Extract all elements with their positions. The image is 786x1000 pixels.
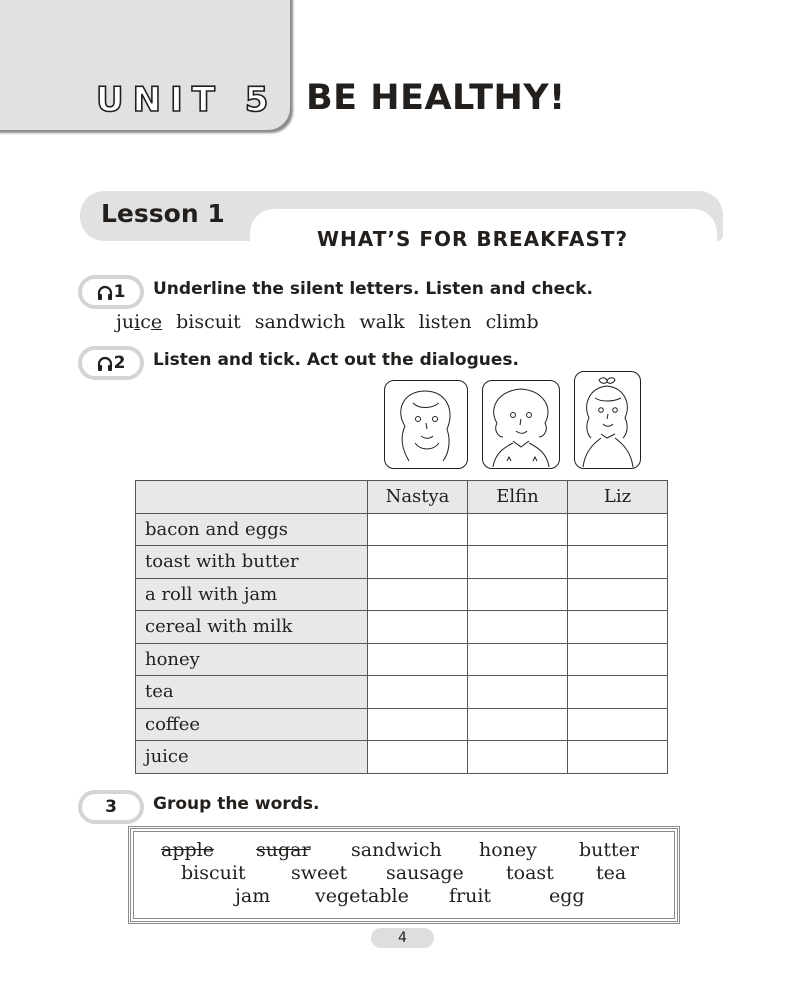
exercise-1-badge — [78, 275, 144, 309]
word-part: biscuit — [176, 311, 241, 333]
exercise-2-badge — [78, 346, 144, 380]
word-item: sausage — [386, 862, 464, 884]
word-box-row — [131, 885, 677, 907]
tick-cell-liz[interactable] — [568, 513, 668, 546]
breakfast-tick-table — [135, 480, 668, 774]
food-label: tea — [136, 676, 368, 709]
table-row — [136, 578, 668, 611]
exercise-3-badge — [78, 790, 144, 824]
tick-cell-elfin[interactable] — [468, 611, 568, 644]
girl-long-wavy-hair-portrait — [385, 381, 467, 468]
word-item[interactable] — [419, 311, 472, 333]
tick-cell-nastya[interactable] — [368, 578, 468, 611]
word-box — [128, 826, 680, 924]
table-header-liz: Liz — [568, 481, 668, 514]
tick-cell-nastya[interactable] — [368, 513, 468, 546]
girl-curly-hair-portrait — [483, 381, 559, 468]
food-label: juice — [136, 741, 368, 774]
tick-cell-liz[interactable] — [568, 741, 668, 774]
word-item: fruit — [449, 885, 492, 907]
unit-label: UNIT 5 — [96, 80, 278, 120]
table-row — [136, 708, 668, 741]
tick-cell-nastya[interactable] — [368, 741, 468, 774]
word-part: sandwich — [254, 311, 346, 333]
word-part: listen — [418, 311, 472, 333]
word-item: biscuit — [181, 862, 246, 884]
lesson-title: WHAT’S FOR BREAKFAST? — [317, 227, 629, 251]
tick-cell-nastya[interactable] — [368, 676, 468, 709]
word-item: vegetable — [315, 885, 409, 907]
tick-cell-liz[interactable] — [568, 578, 668, 611]
food-label: toast with butter — [136, 546, 368, 579]
underlined-letter: i — [134, 311, 141, 333]
table-row — [136, 643, 668, 676]
food-label: coffee — [136, 708, 368, 741]
word-part: c — [140, 311, 151, 333]
tick-cell-liz[interactable] — [568, 611, 668, 644]
tick-cell-nastya[interactable] — [368, 643, 468, 676]
tick-cell-nastya[interactable] — [368, 546, 468, 579]
tick-cell-liz[interactable] — [568, 676, 668, 709]
table-row — [136, 513, 668, 546]
tick-cell-elfin[interactable] — [468, 741, 568, 774]
word-box-row — [131, 839, 677, 861]
tick-cell-liz[interactable] — [568, 708, 668, 741]
word-item: jam — [235, 885, 271, 907]
word-item: sweet — [291, 862, 348, 884]
exercise-1-number: 1 — [113, 282, 126, 302]
table-row — [136, 546, 668, 579]
struck-word: sugar — [256, 839, 311, 861]
food-label: cereal with milk — [136, 611, 368, 644]
page-number: 4 — [371, 928, 434, 948]
exercise-2-instruction: Listen and tick. Act out the dialogues. — [153, 350, 519, 370]
table-header-elfin: Elfin — [468, 481, 568, 514]
elfin-portrait — [482, 380, 560, 469]
word-item: tea — [596, 862, 627, 884]
silent-letters-word-list — [116, 311, 539, 333]
word-part: walk — [359, 311, 405, 333]
tick-cell-elfin[interactable] — [468, 676, 568, 709]
word-item: sandwich — [351, 839, 442, 861]
tick-cell-elfin[interactable] — [468, 546, 568, 579]
word-part: climb — [485, 311, 539, 333]
headphones-icon — [97, 285, 113, 300]
word-item[interactable] — [176, 311, 241, 333]
girl-with-bow-portrait — [575, 372, 640, 468]
word-item[interactable] — [255, 311, 346, 333]
headphones-icon — [97, 356, 113, 371]
word-item[interactable] — [116, 311, 162, 333]
nastya-portrait — [384, 380, 468, 469]
tick-cell-elfin[interactable] — [468, 513, 568, 546]
unit-title: BE HEALTHY! — [306, 78, 566, 118]
word-item: toast — [506, 862, 554, 884]
table-row — [136, 611, 668, 644]
tick-cell-liz[interactable] — [568, 546, 668, 579]
tick-cell-elfin[interactable] — [468, 578, 568, 611]
word-item[interactable] — [359, 311, 404, 333]
word-item: honey — [479, 839, 537, 861]
word-item[interactable] — [486, 311, 539, 333]
table-header-row — [136, 481, 668, 514]
tick-cell-elfin[interactable] — [468, 643, 568, 676]
exercise-2-number: 2 — [113, 353, 126, 373]
food-label: honey — [136, 643, 368, 676]
food-label: a roll with jam — [136, 578, 368, 611]
struck-word: apple — [161, 839, 214, 861]
lesson-label: Lesson 1 — [101, 199, 225, 228]
tick-cell-elfin[interactable] — [468, 708, 568, 741]
table-row — [136, 741, 668, 774]
word-box-row — [131, 862, 677, 884]
liz-portrait — [574, 371, 641, 469]
word-part: ju — [116, 311, 135, 333]
word-item: egg — [549, 885, 585, 907]
tick-cell-nastya[interactable] — [368, 708, 468, 741]
table-row — [136, 676, 668, 709]
table-header-nastya: Nastya — [368, 481, 468, 514]
exercise-3-instruction: Group the words. — [153, 794, 320, 814]
table-header-blank — [136, 481, 368, 514]
exercise-1-instruction: Underline the silent letters. Listen and check. — [153, 279, 594, 299]
underlined-letter: e — [150, 311, 163, 333]
tick-cell-liz[interactable] — [568, 643, 668, 676]
exercise-3-number: 3 — [105, 797, 117, 817]
tick-cell-nastya[interactable] — [368, 611, 468, 644]
word-item: butter — [579, 839, 639, 861]
food-label: bacon and eggs — [136, 513, 368, 546]
